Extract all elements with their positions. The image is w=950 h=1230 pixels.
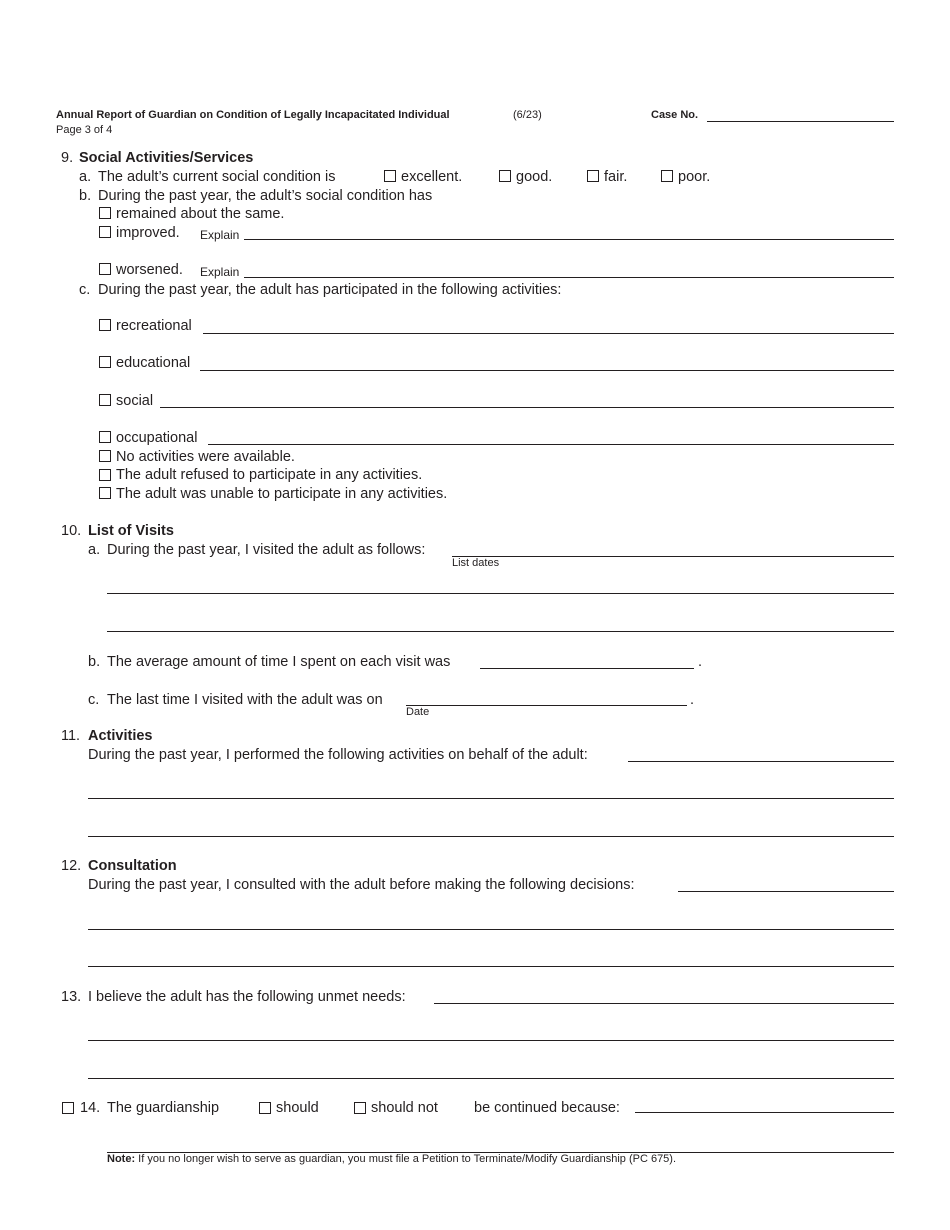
no-activities-checkbox[interactable] (99, 450, 111, 462)
list-dates-caption: List dates (452, 557, 500, 569)
section-14-number: 14. (80, 1100, 101, 1116)
activities-field[interactable] (628, 761, 894, 762)
improved-explain-field[interactable] (244, 239, 894, 240)
s10c-text: The last time I visited with the adult was on (107, 692, 383, 708)
excellent-checkbox[interactable] (384, 170, 396, 182)
date-caption: Date (406, 706, 430, 718)
s10a-text: During the past year, I visited the adult as follows: (107, 542, 426, 558)
visit-dates-line-2[interactable] (107, 593, 894, 594)
educational-checkbox[interactable] (99, 356, 111, 368)
social-label: social (116, 393, 154, 409)
should-label: should (276, 1100, 319, 1116)
note-text: If you no longer wish to serve as guardian, you must file a Petition to Terminate/Modify Guardianship (PC 675). (138, 1153, 677, 1165)
activities-line-3[interactable] (88, 836, 894, 837)
fair-checkbox[interactable] (587, 170, 599, 182)
section-11-title: Activities (88, 728, 153, 744)
fair-label: fair. (604, 169, 628, 185)
educational-field[interactable] (200, 370, 894, 371)
consultation-line-2[interactable] (88, 929, 894, 930)
last-visit-date-field[interactable] (406, 705, 687, 706)
s10b-text: The average amount of time I spent on each visit was (107, 654, 451, 670)
activities-line-2[interactable] (88, 798, 894, 799)
consultation-line-3[interactable] (88, 966, 894, 967)
section-13-number: 13. (61, 989, 82, 1005)
form-title: Annual Report of Guardian on Condition of Legally Incapacitated Individual (56, 109, 450, 121)
improved-explain-label: Explain (200, 228, 240, 242)
visit-dates-field[interactable] (452, 556, 894, 557)
section-11-number: 11. (61, 728, 81, 744)
section-9-number: 9. (61, 150, 74, 166)
should-not-label: should not (371, 1100, 438, 1116)
average-time-field[interactable] (480, 668, 694, 669)
worsened-checkbox[interactable] (99, 263, 111, 275)
same-label: remained about the same. (116, 206, 285, 222)
s12-text: During the past year, I consulted with the adult before making the following decisions: (88, 877, 635, 893)
poor-checkbox[interactable] (661, 170, 673, 182)
section-9-title: Social Activities/Services (79, 150, 254, 166)
occupational-checkbox[interactable] (99, 431, 111, 443)
section-12-title: Consultation (88, 858, 177, 874)
s9b-text: During the past year, the adult’s social condition has (98, 188, 433, 204)
same-checkbox[interactable] (99, 207, 111, 219)
s14-text: The guardianship (107, 1100, 220, 1116)
poor-label: poor. (678, 169, 711, 185)
s9a-label: a. (79, 169, 92, 185)
good-label: good. (516, 169, 553, 185)
worsened-explain-label: Explain (200, 265, 240, 279)
excellent-label: excellent. (401, 169, 463, 185)
refused-label: The adult refused to participate in any activities. (116, 467, 423, 483)
s10b-label: b. (88, 654, 101, 670)
occupational-field[interactable] (208, 444, 894, 445)
s10a-label: a. (88, 542, 101, 558)
improved-checkbox[interactable] (99, 226, 111, 238)
should-not-checkbox[interactable] (354, 1102, 366, 1114)
visit-dates-line-3[interactable] (107, 631, 894, 632)
s14-tail: be continued because: (474, 1100, 620, 1116)
s9c-text: During the past year, the adult has participated in the following activities: (98, 282, 562, 298)
should-checkbox[interactable] (259, 1102, 271, 1114)
s9b-label: b. (79, 188, 92, 204)
case-number-label: Case No. (651, 109, 699, 121)
consultation-field[interactable] (678, 891, 894, 892)
s11-text: During the past year, I performed the following activities on behalf of the adult: (88, 747, 588, 763)
note-label: Note: (107, 1153, 136, 1165)
section-14-checkbox[interactable] (62, 1102, 74, 1114)
unable-checkbox[interactable] (99, 487, 111, 499)
s10c-label: c. (88, 692, 100, 708)
recreational-label: recreational (116, 318, 192, 334)
refused-checkbox[interactable] (99, 469, 111, 481)
occupational-label: occupational (116, 430, 198, 446)
page-number: Page 3 of 4 (56, 124, 113, 136)
social-field[interactable] (160, 407, 894, 408)
unmet-needs-line-3[interactable] (88, 1078, 894, 1079)
s13-text: I believe the adult has the following unmet needs: (88, 989, 406, 1005)
worsened-explain-field[interactable] (244, 277, 894, 278)
worsened-label: worsened. (116, 262, 183, 278)
improved-label: improved. (116, 225, 180, 241)
section-12-number: 12. (61, 858, 82, 874)
continued-because-field[interactable] (635, 1112, 894, 1113)
section-10-title: List of Visits (88, 523, 174, 539)
s9c-label: c. (79, 282, 91, 298)
s9a-text: The adult’s current social condition is (98, 169, 336, 185)
unable-label: The adult was unable to participate in any activities. (116, 486, 448, 502)
good-checkbox[interactable] (499, 170, 511, 182)
no-activities-label: No activities were available. (116, 449, 295, 465)
form-version: (6/23) (513, 109, 542, 121)
recreational-field[interactable] (203, 333, 894, 334)
s10b-period: . (698, 654, 703, 670)
case-number-field[interactable] (707, 121, 894, 122)
section-10-number: 10. (61, 523, 82, 539)
s10c-period: . (690, 692, 695, 708)
educational-label: educational (116, 355, 191, 371)
social-checkbox[interactable] (99, 394, 111, 406)
footer-note (107, 1153, 676, 1166)
recreational-checkbox[interactable] (99, 319, 111, 331)
unmet-needs-field[interactable] (434, 1003, 894, 1004)
unmet-needs-line-2[interactable] (88, 1040, 894, 1041)
